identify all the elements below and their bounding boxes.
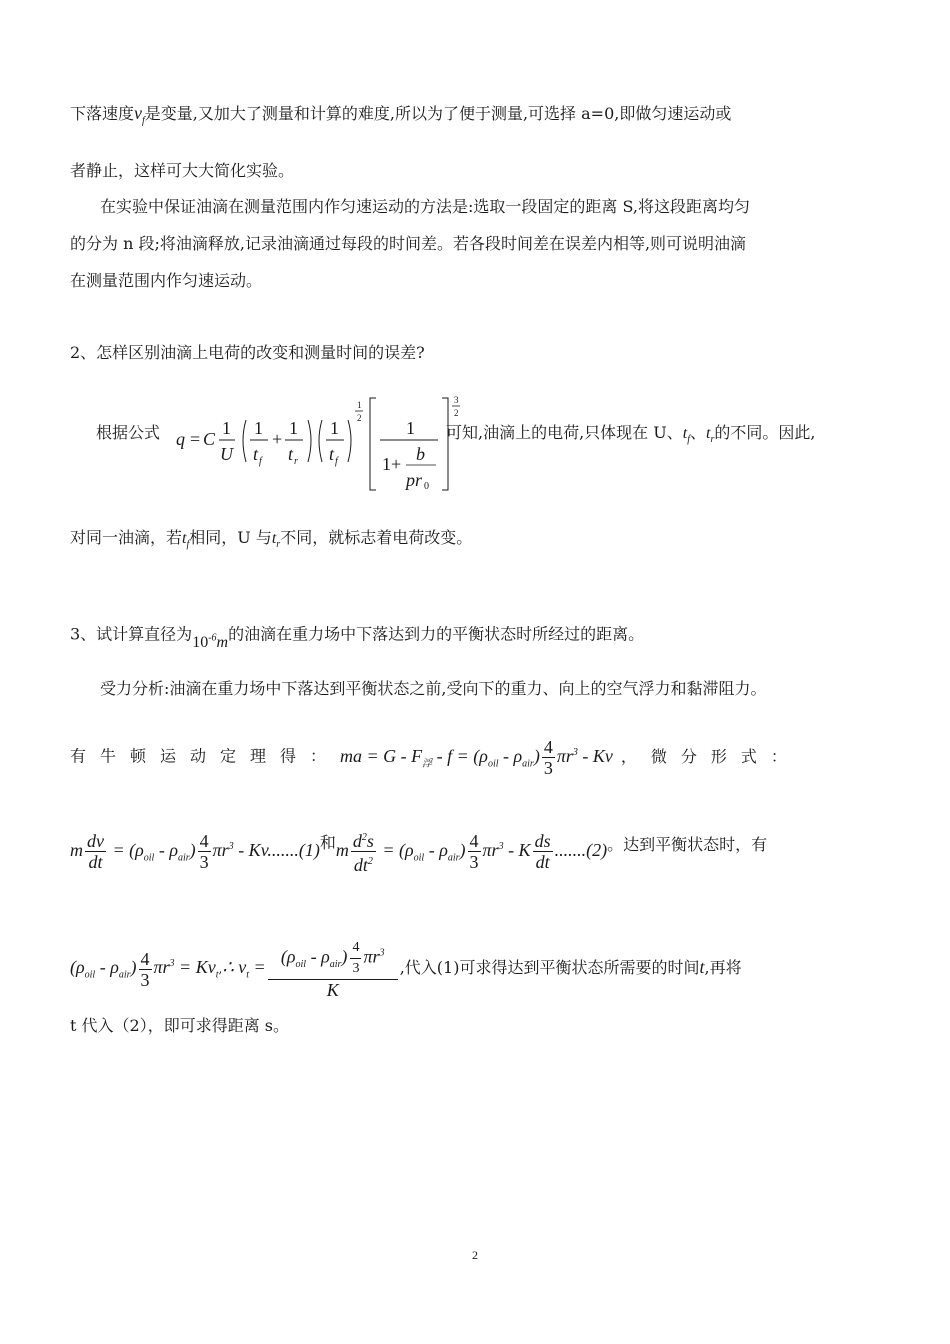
svg-text:pr: pr bbox=[406, 470, 423, 490]
tr-symbol: $t_r$ bbox=[271, 530, 281, 551]
equilibrium-equation: $(\rho_{oil} - \rho_{air})$ $\frac{4}{3}$ $\pi r^3 = Kv_t$ bbox=[70, 948, 219, 990]
svg-text:t: t bbox=[288, 444, 294, 464]
svg-text:1: 1 bbox=[289, 418, 298, 438]
svg-text:1: 1 bbox=[330, 418, 339, 438]
q-symbol: q bbox=[176, 429, 185, 449]
equation-2: m $\frac{d^2s}{dt^2}$ = $(\rho_{oil} - \rho_{air})$ $\frac{4}{3}$ $\pi r^3$ - K $\frac{ds}{dt}$ .......(2) bbox=[336, 840, 607, 860]
diameter-value: $10^{-6}m$ bbox=[192, 633, 229, 652]
force-analysis: 受力分析:油滴在重力场中下落达到平衡状态之前,受向下的重力、向上的空气浮力和黏滞阻力。 bbox=[100, 679, 767, 698]
paragraph-line bbox=[70, 102, 890, 133]
C-symbol: C bbox=[203, 429, 216, 449]
paragraph-line bbox=[70, 160, 890, 182]
svg-text:r: r bbox=[294, 456, 298, 467]
formula-tail: 可知,油滴上的电荷,只体现在 U、$t_f$、$t_r$的不同。因此, bbox=[446, 423, 816, 446]
velocity-symbol: $v_f$ bbox=[134, 103, 145, 127]
equilibrium-equations: $(\rho_{oil} - \rho_{air})$ $\frac{4}{3}$ $\pi r^3$ = $Kv_t,\therefore$ $v_t$ = $(\rho_{oil} - \rho_{air})$ $\frac{4}{3}$ $\pi r^3$ K ,代入(1)可求得达到平衡状态所需要的时间t,再将 bbox=[70, 940, 742, 1000]
svg-text:+: + bbox=[272, 429, 283, 449]
svg-text:2: 2 bbox=[357, 413, 362, 423]
charge-formula-line bbox=[96, 378, 896, 492]
text-run: 下落速度 bbox=[70, 104, 135, 123]
tf-symbol: $t_f$ bbox=[182, 530, 190, 551]
svg-text:3: 3 bbox=[454, 395, 459, 405]
paragraph-line bbox=[100, 196, 890, 218]
svg-text:1+: 1+ bbox=[382, 454, 402, 474]
text-run: 根据公式 bbox=[96, 423, 161, 442]
text-run: 者静止，这样可大大简化实验。 bbox=[70, 161, 295, 180]
svg-text:1: 1 bbox=[222, 418, 231, 438]
svg-text:f: f bbox=[335, 456, 338, 467]
svg-text:1: 1 bbox=[406, 418, 415, 438]
newton-line: 有牛顿运动定理得：ma = $G - F_浮 - f = (\rho_{oil} - \rho_{air})$ $\frac{4}{3}$ $\pi r^3$ - Kv ，微分形式： bbox=[70, 737, 801, 778]
differential-equations: m $\frac{dv}{dt}$ = $(\rho_{oil} - \rho_{air})$ $\frac{4}{3}$ $\pi r^3 - Kv.......(1)$和m $\frac{d^2s}{dt^2}$ = $(\rho_{oil} - \rho_{air})$ $\frac{4}{3}$ $\pi r^3$ - K $\frac{ds}{dt}$ .......(2)。达到平衡状态时，有 bbox=[70, 828, 890, 874]
svg-text:t: t bbox=[253, 444, 259, 464]
paragraph-line bbox=[70, 233, 890, 255]
paragraph-line: t 代入（2），即可求得距离 s。 bbox=[70, 1016, 289, 1035]
svg-text:2: 2 bbox=[454, 408, 459, 418]
terminal-velocity: ∴ $v_t$ = $(\rho_{oil} - \rho_{air})$ $\frac{4}{3}$ $\pi r^3$ K bbox=[222, 957, 399, 977]
text-run: 在实验中保证油滴在测量范围内作匀速运动的方法是:选取一段固定的距离 S,将这段距离均匀 bbox=[100, 197, 750, 216]
text-run: 是变量,又加大了测量和计算的难度,所以为了便于测量,可选择 a=0,即做匀速运动或 bbox=[144, 104, 732, 123]
U-symbol: U bbox=[220, 444, 233, 464]
svg-text:1: 1 bbox=[357, 400, 362, 410]
text-run: 的分为 n 段;将油滴释放,记录油滴通过每段的时间差。若各段时间差在误差内相等,则可说明油滴 bbox=[70, 234, 747, 253]
page-number: 2 bbox=[472, 1248, 478, 1262]
paragraph-line: 对同一油滴，若$t_f$相同，U 与$t_r$不同，就标志着电荷改变。 bbox=[70, 528, 473, 551]
equation-1: m $\frac{dv}{dt}$ = $(\rho_{oil} - \rho_{air})$ $\frac{4}{3}$ $\pi r^3 - Kv.......(1)$ bbox=[70, 831, 320, 872]
svg-text:=: = bbox=[190, 429, 201, 449]
newton-equation: ma = $G - F_浮 - f = (\rho_{oil} - \rho_{air})$ $\frac{4}{3}$ $\pi r^3$ - Kv bbox=[340, 737, 613, 778]
svg-text:f: f bbox=[259, 456, 262, 467]
svg-text:t: t bbox=[329, 444, 335, 464]
svg-text:0: 0 bbox=[424, 481, 429, 492]
paragraph-line bbox=[70, 270, 890, 292]
question-2-title: 2、怎样区别油滴上电荷的改变和测量时间的误差? bbox=[70, 343, 425, 362]
svg-text:b: b bbox=[416, 444, 425, 464]
question-3-title: 3、试计算直径为$10^{-6}m$的油滴在重力场中下落达到力的平衡状态时所经过的距离。 bbox=[70, 624, 645, 652]
text-run: 在测量范围内作匀速运动。 bbox=[70, 271, 263, 290]
svg-text:1: 1 bbox=[254, 418, 263, 438]
